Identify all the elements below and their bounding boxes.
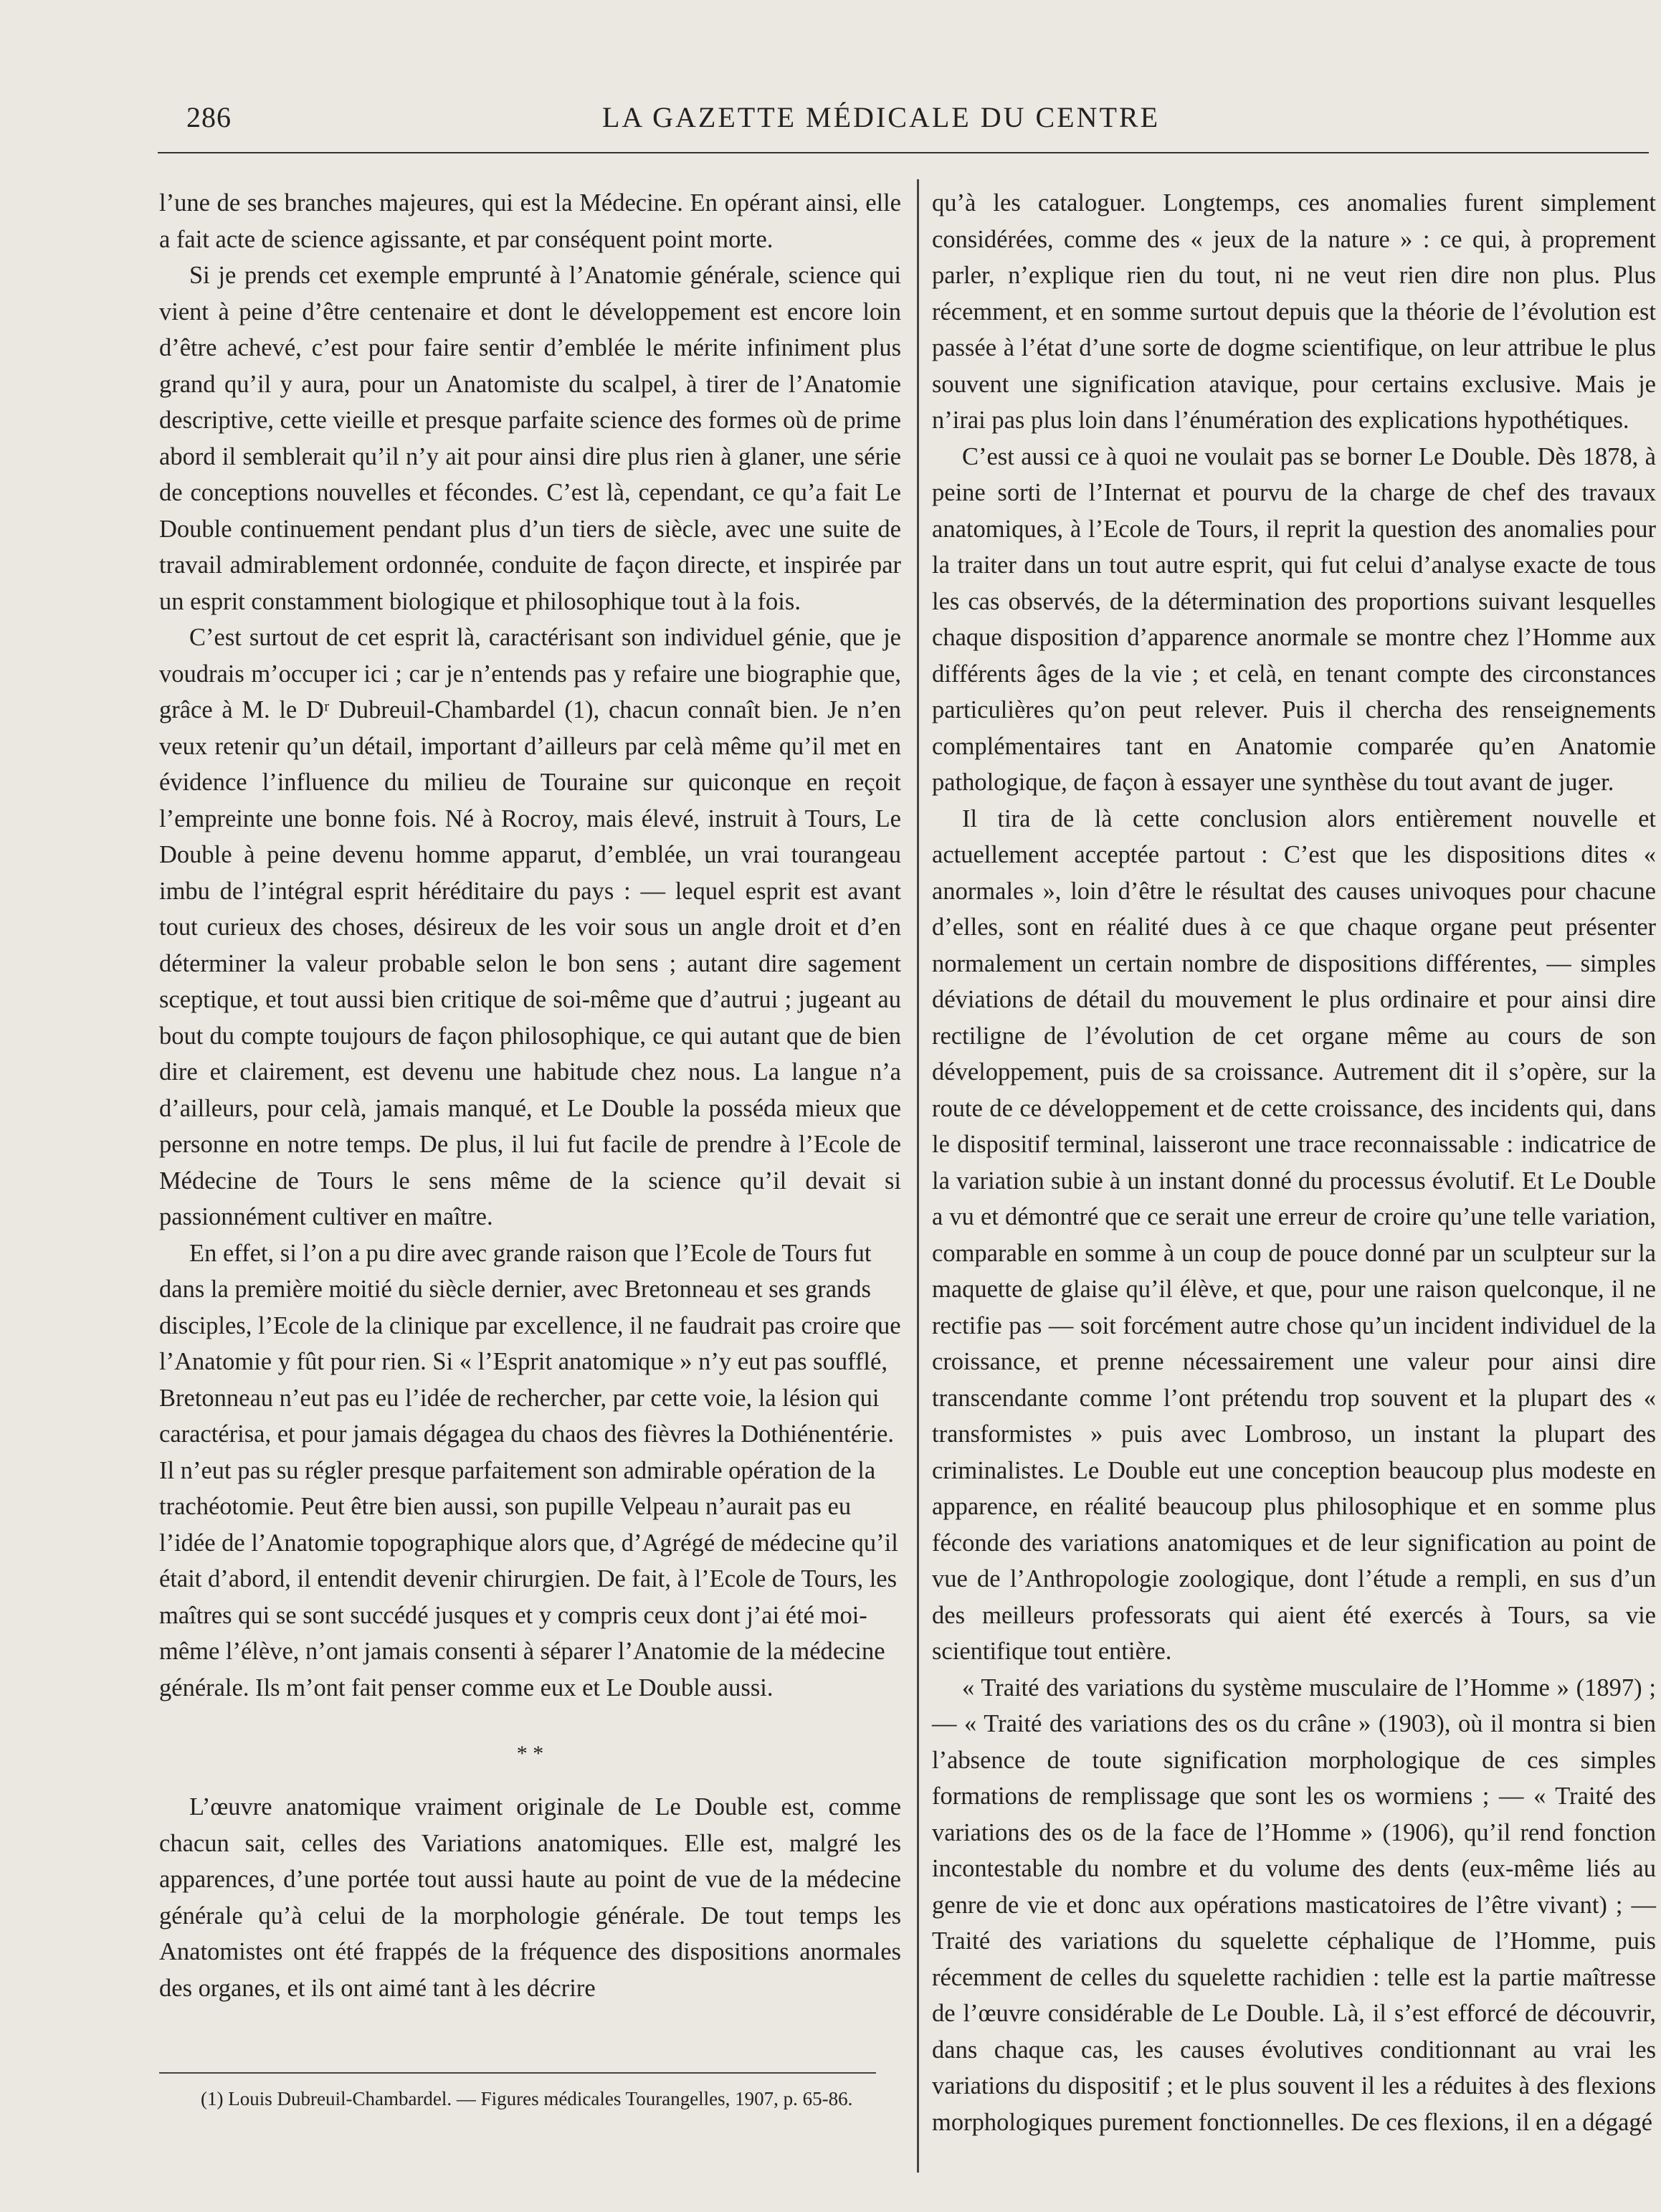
footnote-rule xyxy=(159,2072,876,2074)
paragraph: Si je prends cet exemple emprunté à l’Anatomie générale, science qui vient à peine d’être centenaire et dont le développement est encore loin d’être achevé, c’est pour faire sentir d’emblée le mérite infiniment plus grand qu’il y aura, pour un Anatomiste du scalpel, à tirer de l’Anatomie descriptive, cette vieille et presque parfaite science des formes où de prime abord il semblerait qu’il n’y ait pour ainsi dire plus rien à glaner, une série de conceptions nouvelles et fécondes. C’est là, cependant, ce qu’a fait Le Double continuement pendant plus d’un tiers de siècle, avec une suite de travail admirablement ordonnée, conduite de façon directe, et inspirée par un esprit constamment biologique et philosophique tout à la fois. xyxy=(159,262,901,615)
paragraph: L’œuvre anatomique vraiment originale de Le Double est, comme chacun sait, celles des Variations anatomiques. Elle est, malgré les apparences, d’une portée tout aussi haute au point de vue de la médecine générale qu’à celui de la morphologie générale. De tout temps les Anatomistes ont été frappés de la fréquence des dispositions anormales des organes, et ils ont aimé tant à les décrire xyxy=(159,1793,901,2002)
footnote-text: (1) Louis Dubreuil-Chambardel. — Figures médicales Tourangelles, 1907, p. 65-86. xyxy=(201,2088,853,2109)
footnote xyxy=(172,2085,903,2112)
page-number: 286 xyxy=(186,101,232,133)
section-separator: * * xyxy=(516,1742,544,1765)
paragraph: qu’à les cataloguer. Longtemps, ces anomalies furent simplement considérées, comme des « jeux de la nature » : ce qui, à proprement parler, n’explique rien du tout, ni ne veut rien dire non plus. Plus récemment, et en somme surtout depuis que la théorie de l’évolution est passée à l’état d’une sorte de dogme scientifique, on leur attribue le plus souvent une signification atavique, pour certains exclusive. Mais je n’irai pas plus loin dans l’énumération des explications hypothétiques. xyxy=(932,189,1656,434)
paragraph: « Traité des variations du système musculaire de l’Homme » (1897) ; — « Traité des variations des os du crâne » (1903), où il montra si bien l’absence de toute signification morphologique de ces simples formations de remplissage que sont les os wormiens ; — « Traité des variations des os de la face de l’Homme » (1906), qu’il rend fonction incontestable du nombre et du volume des dents (eux-même liés au genre de vie et donc aux opérations masticatoires de l’être vivant) ; — Traité des variations du squelette céphalique de l’Homme, puis récemment de celles du squelette rachidien : telle est la partie maîtresse de l’œuvre considérable de Le Double. Là, il s’est efforcé de découvrir, dans chaque cas, les causes évolutives conditionnant au vrai les variations du dispositif ; et le plus souvent il les a réduites à des flexions morphologiques purement fonctionnelles. De ces flexions, il en a dégagé xyxy=(932,1674,1656,2136)
running-head xyxy=(179,100,1642,143)
left-column xyxy=(159,185,901,2006)
paragraph: C’est aussi ce à quoi ne voulait pas se borner Le Double. Dès 1878, à peine sorti de l’Internat et pourvu de la charge de chef des travaux anatomiques, à l’Ecole de Tours, il reprit la question des anomalies pour la traiter dans un tout autre esprit, qui fut celui d’analyse exacte de tous les cas observés, de la détermination des proportions suivant lesquelles chaque disposition d’apparence anormale se montre chez l’Homme aux différents âges de la vie ; et celà, en tenant compte des circonstances particulières qu’on peut relever. Puis il chercha des renseignements complémentaires tant en Anatomie comparée qu’en Anatomie pathologique, de façon à essayer une synthèse du tout avant de juger. xyxy=(932,442,1656,796)
paragraph: l’une de ses branches majeures, qui est la Médecine. En opérant ainsi, elle a fait acte de science agissante, et par conséquent point morte. xyxy=(159,189,901,253)
journal-title: LA GAZETTE MÉDICALE DU CENTRE xyxy=(602,101,1161,133)
paragraph: En effet, si l’on a pu dire avec grande raison que l’Ecole de Tours fut dans la première moitié du siècle dernier, avec Bretonneau et ses grands disciples, l’Ecole de la clinique par excellence, il ne faudrait pas croire que l’Anatomie y fût pour rien. Si « l’Esprit anatomique » n’y eut pas soufflé, Bretonneau n’eut pas eu l’idée de rechercher, par cette voie, la lésion qui caractérisa, et pour jamais dégagea du chaos des fièvres la Dothiénentérie. Il n’eut pas su régler presque parfaitement son admirable opération de la trachéotomie. Peut être bien aussi, son pupille Velpeau n’aurait pas eu l’idée de l’Anatomie topographique alors que, d’Agrégé de médecine qu’il était d’abord, il entendit devenir chirurgien. De fait, à l’Ecole de Tours, les maîtres qui se sont succédé jusques et y compris ceux dont j’ai été moi-même l’élève, n’ont jamais consenti à séparer l’Anatomie de la médecine générale. Ils m’ont fait penser comme eux et Le Double aussi. xyxy=(159,1239,901,1701)
paragraph: Il tira de là cette conclusion alors entièrement nouvelle et actuellement acceptée partout : C’est que les dispositions dites « anormales », loin d’être le résultat des causes univoques pour chacune d’elles, sont en réalité dues à ce que chaque organe peut présenter normalement un certain nombre de dispositions différentes, — simples déviations de détail du mouvement le plus ordinaire et pour ainsi dire rectiligne de l’évolution de cet organe même au cours de son développement, puis de sa croissance. Autrement dit il s’opère, sur la route de ce développement et de cette croissance, des incidents qui, dans le dispositif terminal, laisseront une trace reconnaissable : indicatrice de la variation subie à un instant donné du processus évolutif. Et Le Double a vu et démontré que ce serait une erreur de croire qu’une telle variation, comparable en somme à un coup de pouce donné par un sculpteur sur la maquette de glaise qu’il élève, et que, pour une raison quelconque, il ne rectifie pas — soit forcément autre chose qu’un incident individuel de la croissance, et prenne nécessairement une valeur pour ainsi dire transcendante comme l’ont prétendu trop souvent et la plupart des « transformistes » puis avec Lombroso, un instant la plupart des criminalistes. Le Double eut une conception beaucoup plus modeste en apparence, en réalité beaucoup plus philosophique et en somme plus féconde des variations anatomiques et de leur signification au point de vue de l’Anthropologie zoologique, dont l’étude a rempli, en sus d’un des meilleurs professorats qui aient été exercés à Tours, sa vie scientifique tout entière. xyxy=(932,804,1656,1665)
right-column xyxy=(932,185,1656,2140)
paragraph: C’est surtout de cet esprit là, caractérisant son individuel génie, que je voudrais m’occuper ici ; car je n’entends pas y refaire une biographie que, grâce à M. le Dʳ Dubreuil-Chambardel (1), chacun connaît bien. Je n’en veux retenir qu’un détail, important d’ailleurs par celà même qu’il met en évidence l’influence du milieu de Touraine sur quiconque en reçoit l’empreinte une bonne fois. Né à Rocroy, mais élevé, instruit à Tours, Le Double à peine devenu homme apparut, d’emblée, un vrai tourangeau imbu de l’intégral esprit héréditaire du pays : — lequel esprit est avant tout curieux des choses, désireux de les voir sous un angle droit et d’en déterminer la valeur probable selon le bon sens ; autant dire sagement sceptique, et tout aussi bien critique de soi-même que d’autrui ; jugeant au bout du compte toujours de façon philosophique, ce qui autant que de bien dire et clairement, est devenu une habitude chez nous. La langue n’a d’ailleurs, pour celà, jamais manqué, et Le Double la posséda mieux que personne en notre temps. De plus, il lui fut facile de prendre à l’Ecole de Médecine de Tours le sens même de la science qu’il devait si passionnément cultiver en maître. xyxy=(159,624,901,1230)
header-rule xyxy=(158,152,1649,153)
column-divider xyxy=(917,179,919,2173)
